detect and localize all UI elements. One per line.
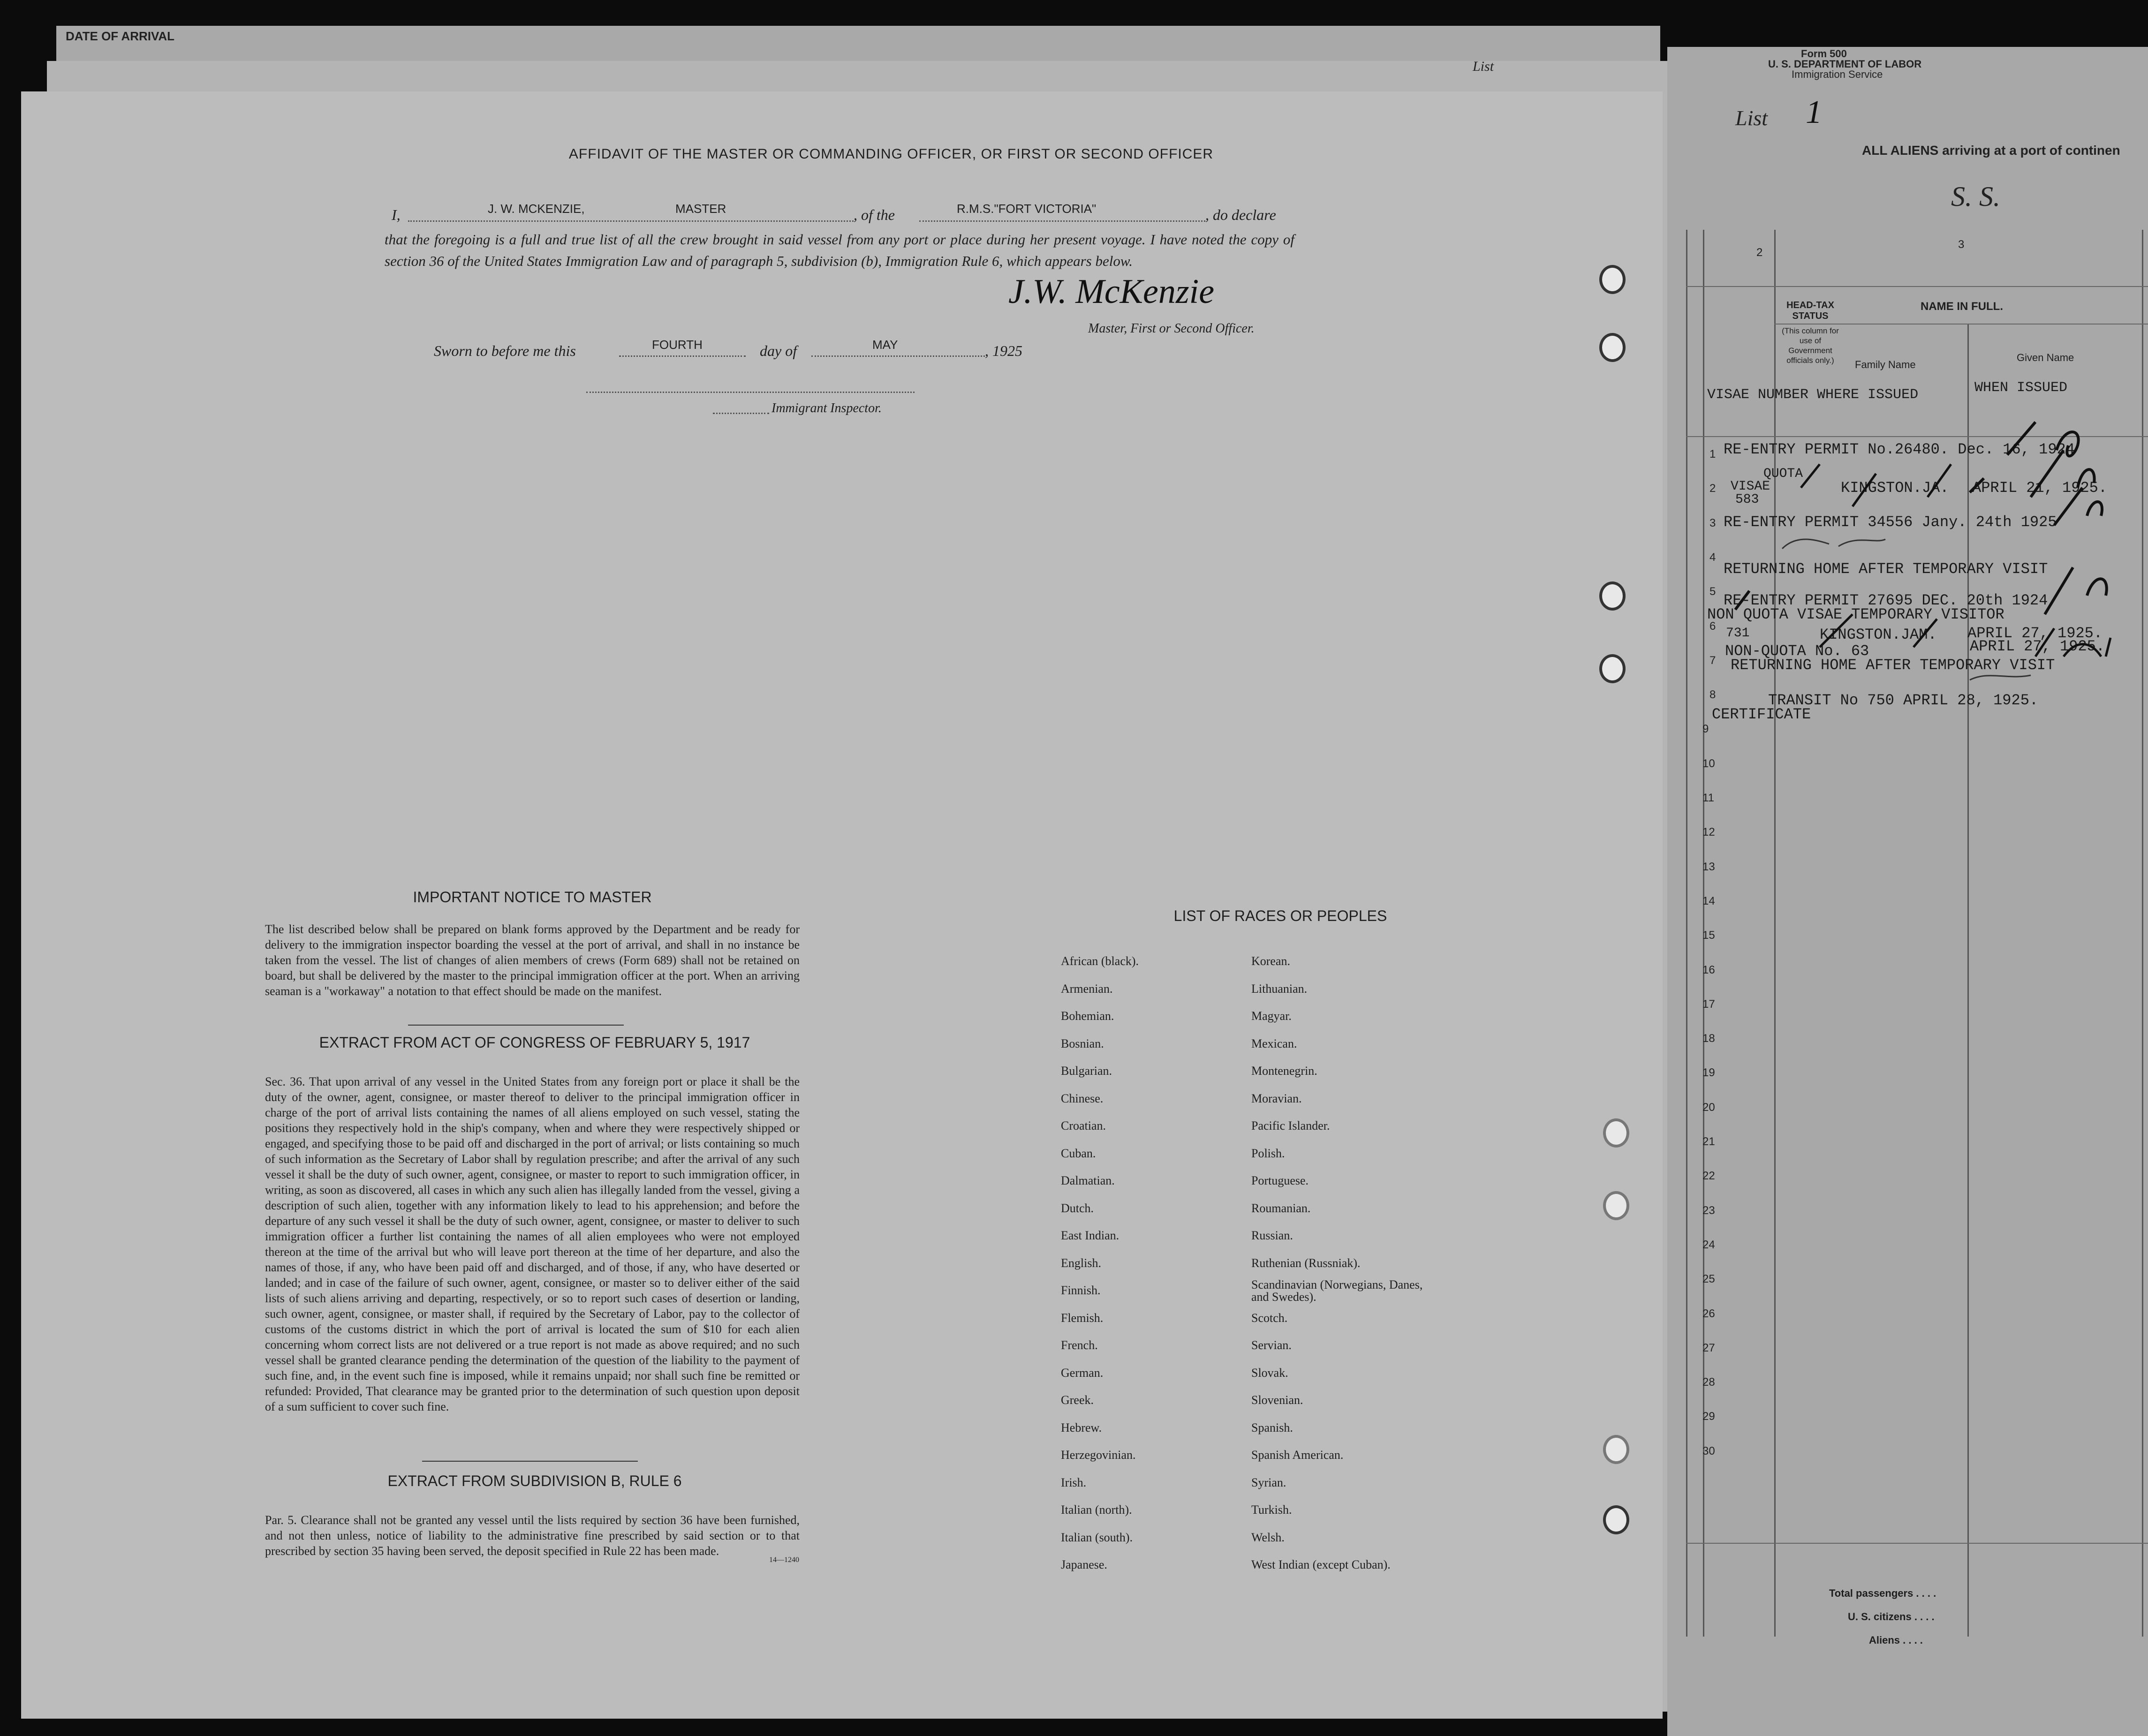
service: Immigration Service (1792, 68, 1883, 80)
do-declare: , do declare (1205, 206, 1276, 223)
race-item: Dalmatian. (1061, 1174, 1115, 1187)
race-item: West Indian (except Cuban). (1251, 1558, 1391, 1571)
date-of-arrival-label: DATE OF ARRIVAL (66, 29, 175, 43)
pencil-note (1970, 675, 2031, 680)
row-number: 8 (1709, 688, 1716, 702)
family-name-header: Family Name (1855, 359, 1916, 370)
entry-date-2: APRIL 21, 1925. (1972, 479, 2108, 497)
row-number: 22 (1702, 1170, 1715, 1183)
race-item: Turkish. (1251, 1503, 1292, 1517)
race-item: Servian. (1251, 1338, 1292, 1352)
race-item: Croatian. (1061, 1119, 1106, 1132)
entry-5: RE-ENTRY PERMIT 27695 DEC. 20th 1924 (1724, 592, 2048, 609)
entry-583: 583 (1735, 492, 1759, 507)
i-label: I, (392, 206, 401, 223)
list-fragment: List (1473, 59, 1494, 74)
race-item: African (black). (1061, 954, 1139, 968)
row-number: 10 (1702, 757, 1715, 770)
punch-hole (1599, 654, 1626, 683)
dotted-line (408, 220, 854, 222)
divider (408, 1025, 624, 1026)
ss-label: S. S. (1951, 181, 2000, 212)
sworn-year: , 1925 (985, 342, 1022, 359)
head-tax-status: HEAD-TAX STATUS (1786, 300, 1834, 321)
race-item: Dutch. (1061, 1201, 1094, 1215)
race-item: Scandinavian (Norwegians, Danes, and Swedes). (1251, 1278, 1423, 1304)
affidavit-body: that the foregoing is a full and true list of all the crew brought in said vessel from any port or place during her present voyage. I have noted the copy of section 36 of the United States Immigration Law and of paragraph 5, subdivision (b), Immigration Rule 6, which appears below. (385, 231, 1294, 269)
entry-date-7: APRIL 27, 1925. (1970, 638, 2105, 655)
punch-hole (1599, 265, 1626, 294)
sworn-label: Sworn to before me this (434, 342, 576, 359)
department: U. S. DEPARTMENT OF LABOR (1768, 58, 1922, 70)
race-item: Pacific Islander. (1251, 1119, 1330, 1132)
race-item: French. (1061, 1338, 1098, 1352)
ship-name: R.M.S."FORT VICTORIA" (957, 202, 1097, 216)
given-name-header: Given Name (2017, 352, 2074, 363)
when-issued-header: WHEN ISSUED (1974, 380, 2068, 396)
race-item: Spanish American. (1251, 1448, 1344, 1462)
row-number: 16 (1702, 963, 1715, 976)
divider (422, 1461, 638, 1462)
aliens-total: Aliens . . . . (1869, 1634, 1923, 1646)
race-item: East Indian. (1061, 1229, 1119, 1242)
form-number: Form 500 (1801, 48, 1847, 60)
row-number: 14 (1702, 894, 1715, 907)
entry-date-6: APRIL 27, 1925. (1967, 625, 2103, 642)
notice-title: IMPORTANT NOTICE TO MASTER (413, 889, 652, 906)
race-item: Roumanian. (1251, 1201, 1311, 1215)
check-mark (2064, 638, 2110, 657)
race-item: Scotch. (1251, 1311, 1288, 1325)
entry-quota: QUOTA (1763, 467, 1803, 481)
row-number: 11 (1702, 792, 1714, 804)
race-item: Italian (north). (1061, 1503, 1132, 1517)
race-item: Welsh. (1251, 1530, 1285, 1544)
race-item: Bohemian. (1061, 1009, 1114, 1023)
race-item: Magyar. (1251, 1009, 1292, 1023)
row-number: 27 (1702, 1341, 1715, 1354)
punch-hole (1603, 1191, 1629, 1220)
race-item: Ruthenian (Russniak). (1251, 1256, 1361, 1270)
race-item: Hebrew. (1061, 1420, 1102, 1434)
column-2-label: 2 (1756, 246, 1763, 259)
dotted-line (586, 392, 915, 393)
row-number: 2 (1709, 482, 1716, 495)
total-passengers: Total passengers . . . . (1829, 1587, 1936, 1599)
row-number: 9 (1702, 723, 1709, 736)
row-number: 13 (1702, 860, 1715, 873)
entry-kingston-1: KINGSTON.JA. (1841, 479, 1949, 497)
row-number: 19 (1702, 1066, 1715, 1079)
race-item: Flemish. (1061, 1311, 1104, 1325)
grid-line (1686, 286, 2148, 287)
row-number: 5 (1709, 585, 1716, 598)
us-citizens: U. S. citizens . . . . (1848, 1611, 1935, 1623)
master-name: J. W. MCKENZIE, (488, 202, 585, 216)
race-item: Spanish. (1251, 1420, 1293, 1434)
row-number: 29 (1702, 1410, 1715, 1423)
row-number: 15 (1702, 929, 1715, 942)
handwritten-marks (1707, 394, 2148, 694)
race-item: German. (1061, 1366, 1104, 1380)
race-item: Mexican. (1251, 1036, 1297, 1050)
check-mark (1820, 614, 2054, 657)
of-the: , of the (854, 206, 895, 223)
race-item: Chinese. (1061, 1091, 1104, 1105)
race-item: Syrian. (1251, 1475, 1286, 1489)
extract-rule-title: EXTRACT FROM SUBDIVISION B, RULE 6 (387, 1472, 682, 1489)
check-mark (2054, 488, 2102, 525)
list-number: 1 (1806, 94, 1822, 130)
row-number: 12 (1702, 826, 1715, 839)
notice-body: The list described below shall be prepared on blank forms approved by the Department and be ready for delivery to the immigration inspector boarding the vessel at the port of arrival, and shall in no instance be taken from the vessel. The list of changes of alien members of crews (Form 689) shall not be retained on board, but shall be delivered by the master to the principal immigration officer at the port. When an arriving seaman is a "workaway" a notation to that effect should be made on the manifest. (265, 922, 800, 998)
form-code: 14—1240 (769, 1556, 799, 1564)
row-number: 30 (1702, 1444, 1715, 1457)
races-title: LIST OF RACES OR PEOPLES (1173, 907, 1387, 924)
row-number: 17 (1702, 997, 1715, 1011)
entry-1: RE-ENTRY PERMIT No.26480. Dec. 16, 1924 (1724, 441, 2075, 458)
row-number: 24 (1702, 1238, 1715, 1251)
head-tax-note: (This column for use of Government officials only.) (1782, 326, 1839, 365)
check-mark (1801, 464, 1951, 506)
race-item: Polish. (1251, 1146, 1285, 1160)
race-item: Slovenian. (1251, 1393, 1303, 1407)
entry-visae: VISAE (1731, 479, 1770, 494)
race-item: Slovak. (1251, 1366, 1288, 1380)
entry-3: RE-ENTRY PERMIT 34556 Jany. 24th 1925 (1724, 513, 2057, 531)
affidavit-title: AFFIDAVIT OF THE MASTER OR COMMANDING OFFICER, OR FIRST OR SECOND OFFICER (568, 146, 1214, 162)
entry-7b: RETURNING HOME AFTER TEMPORARY VISIT (1731, 657, 2055, 674)
race-item: Irish. (1061, 1475, 1087, 1489)
row-number: 4 (1709, 551, 1716, 564)
row-number: 26 (1702, 1307, 1715, 1320)
race-item: Korean. (1251, 954, 1291, 968)
row-number: 7 (1709, 654, 1716, 667)
race-item: Moravian. (1251, 1091, 1302, 1105)
master-rank: MASTER (675, 202, 726, 216)
row-number: 25 (1702, 1273, 1715, 1286)
row-number: 21 (1702, 1135, 1715, 1148)
entry-731: 731 (1726, 626, 1750, 641)
entry-kingston-2: KINGSTON.JAM. (1820, 626, 1937, 643)
all-aliens-heading: ALL ALIENS arriving at a port of continen (1862, 143, 2120, 158)
dotted-line (713, 413, 769, 414)
dotted-line (919, 220, 1205, 222)
immigrant-inspector: Immigrant Inspector. (771, 401, 882, 415)
row-number: 20 (1702, 1101, 1715, 1114)
race-item: Italian (south). (1061, 1530, 1133, 1544)
row-number: 23 (1702, 1204, 1715, 1217)
manifest-sheet (1667, 47, 2148, 1736)
race-item: Herzegovinian. (1061, 1448, 1136, 1462)
grid-line (1686, 230, 1687, 1637)
day-of: day of (760, 342, 797, 359)
extract-rule-body: Par. 5. Clearance shall not be granted any vessel until the lists required by section 36 have been furnished, and not then unless, notice of liability to the administrative fine prescribed by said section or to that prescribed by section 35 having been served, the deposit specified in Rule 22 has been made. (265, 1513, 800, 1558)
dotted-line (811, 355, 985, 357)
punch-hole (1599, 581, 1626, 611)
entry-4: RETURNING HOME AFTER TEMPORARY VISIT (1724, 560, 2048, 578)
row-number: 6 (1709, 619, 1716, 633)
race-item: Montenegrin. (1251, 1064, 1317, 1078)
signature: J.W. McKenzie (1008, 272, 1215, 311)
name-in-full-header: NAME IN FULL. (1921, 300, 2003, 313)
extract-act-body: Sec. 36. That upon arrival of any vessel in the United States from any foreign port or place it shall be the duty of the owner, agent, consignee, or master thereof to deliver to the principal immigration officer in charge of the port of arrival lists containing the names of all aliens employed on such vessel, stating the positions they respectively hold in the ship's company, when and where they were respectively shipped or engaged, and specifying those to be paid off and discharged in the port of arrival; or lists containing so much of such information as the Secretary of Labor shall by regulation prescribe; and after the arrival of any such vessel it shall be the duty of such owner, agent, consignee, or master to report to such immigration officer, in writing, as soon as discovered, all cases in which any such alien has illegally landed from the vessel, giving a description of such alien, together with any information likely to lead to his apprehension; and before the departure of any such vessel it shall be the duty of such owner, agent, consignee, or master to deliver to such immigration officer a further list containing the names of all alien employees who were not employed thereon at the time of the arrival but who will leave port thereon at the time of her departure, and also the names of those, if any, who have been paid off and discharged, and of those, if any, who have deserted or landed; and in case of the failure of such owner, agent, consignee, or master so to deliver either of the said lists of such aliens arriving and departing, respectively, or so to report such cases of desertion or landing, such owner, agent, consignee, or master shall, if required by the Secretary of Labor, pay to the collector of customs of the customs district in which the port of arrival is located the sum of $10 for each alien concerning whom correct lists are not delivered or a true report is not made as above required; and no such vessel shall be granted clearance pending the determination of the question of the liability to the payment of such fine, and, in the event such fine is imposed, while it remains unpaid; nor shall such fine be remitted or refunded: Provided, That clearance may be granted prior to the determination of such question upon deposit of a sum sufficient to cover such fine. (265, 1075, 800, 1413)
row-number: 28 (1702, 1376, 1715, 1389)
row-number: 1 (1709, 448, 1716, 460)
punch-hole (1603, 1505, 1629, 1534)
race-item: Finnish. (1061, 1283, 1101, 1297)
race-item: Japanese. (1061, 1558, 1107, 1571)
punch-hole (1603, 1118, 1629, 1147)
check-mark (1735, 567, 2107, 614)
race-item: Russian. (1251, 1229, 1293, 1242)
visae-header: VISAE NUMBER WHERE ISSUED (1707, 387, 1919, 403)
master-label: Master, First or Second Officer. (1088, 321, 1255, 336)
race-item: Lithuanian. (1251, 981, 1308, 996)
row-number: 3 (1709, 516, 1716, 529)
race-item: Cuban. (1061, 1146, 1096, 1160)
race-item: English. (1061, 1256, 1101, 1270)
race-item: Bosnian. (1061, 1036, 1104, 1050)
extract-act-title: EXTRACT FROM ACT OF CONGRESS OF FEBRUARY 5, 1917 (319, 1034, 750, 1051)
dotted-line (619, 355, 746, 357)
sworn-month: MAY (872, 338, 898, 352)
entry-7a: NON-QUOTA No. 63 (1725, 642, 1869, 660)
race-item: Greek. (1061, 1393, 1094, 1407)
race-item: Bulgarian. (1061, 1064, 1112, 1078)
grid-line (1774, 324, 2148, 325)
list-label: List (1735, 106, 1768, 130)
check-mark (2007, 422, 2079, 456)
entry-6a: NON QUOTA VISAE TEMPORARY VISITOR (1707, 606, 2004, 623)
punch-hole (1599, 333, 1626, 362)
row-number: 18 (1702, 1032, 1715, 1045)
entry-certificate: CERTIFICATE (1712, 706, 1811, 723)
sworn-day: FOURTH (652, 338, 703, 352)
check-mark (1970, 450, 2095, 497)
race-item: Portuguese. (1251, 1174, 1309, 1187)
entry-8: TRANSIT No 750 APRIL 28, 1925. (1768, 692, 2039, 709)
column-3-label: 3 (1958, 238, 1965, 251)
punch-hole (1603, 1435, 1629, 1464)
race-item: Armenian. (1061, 981, 1113, 996)
pencil-note (1782, 539, 1885, 549)
grid-line (1686, 1543, 2148, 1544)
